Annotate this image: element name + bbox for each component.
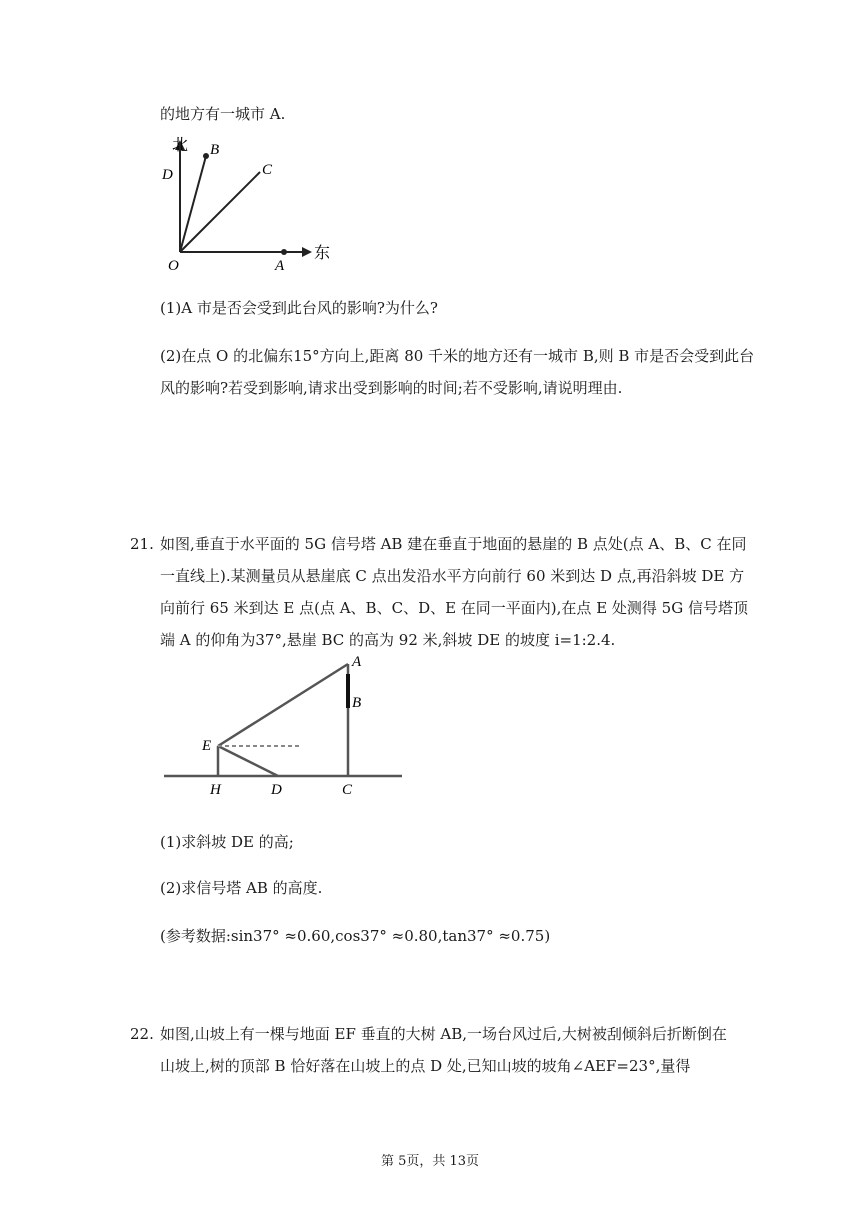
label-D: D [162,167,173,183]
q21-line3: 向前行 65 米到达 E 点(点 A、B、C、D、E 在同一平面内),在点 E 处测得 5G 信号塔顶 [160,599,748,617]
point-A [281,249,287,255]
point-B [203,153,209,159]
east-label: 东 [314,245,331,262]
compass-figure [158,128,338,278]
q22-line1: 如图,山坡上有一棵与地面 EF 垂直的大树 AB,一场台风过后,大树被刮倾斜后折断倒在 [160,1025,727,1043]
label-O: O [168,258,179,274]
q21-part1: (1)求斜坡 DE 的高; [160,833,294,851]
q20-part1: (1)A 市是否会受到此台风的影响?为什么? [160,299,438,317]
q22-number: 22. [130,1025,154,1043]
label-C: C [262,162,273,178]
q21-line4: 端 A 的仰角为37°,悬崖 BC 的高为 92 米,斜坡 DE 的坡度 i=1:2.4. [160,631,616,649]
q20-part2-line2: 风的影响?若受到影响,请求出受到影响的时间;若不受影响,请说明理由. [160,379,623,397]
label-B: B [352,695,362,711]
continued-text: 的地方有一城市 A. [160,105,286,123]
slope-ED [218,746,278,776]
q21-part2: (2)求信号塔 AB 的高度. [160,879,323,897]
q21-line2: 一直线上).某测量员从悬崖底 C 点出发沿水平方向前行 60 米到达 D 点,再沿斜坡 DE 方 [160,567,745,585]
page-footer: 第 5页，共 13页 [380,1154,480,1169]
label-A: A [275,258,285,274]
ray-OC [180,172,260,252]
q21-number: 21. [130,535,154,553]
east-arrowhead [302,247,312,257]
label-E: E [202,738,212,754]
label-A: A [352,654,362,670]
q21-line1: 如图,垂直于水平面的 5G 信号塔 AB 建在垂直于地面的悬崖的 B 点处(点 A、B、C 在同 [160,535,747,553]
label-C: C [342,782,353,797]
q21-reference: (参考数据:sin37° ≈0.60,cos37° ≈0.80,tan37° ≈0.75) [160,927,551,945]
q22-line2: 山坡上,树的顶部 B 恰好落在山坡上的点 D 处,已知山坡的坡角∠AEF=23°,量得 [160,1057,691,1075]
north-label: 北 [172,137,189,154]
q20-part2-line1: (2)在点 O 的北偏东15°方向上,距离 80 千米的地方还有一城市 B,则 B 市是否会受到此台 [160,347,755,365]
label-B: B [210,142,220,158]
label-H: H [210,782,221,797]
label-D: D [271,782,282,797]
sightline-EA [218,664,348,746]
tower-slope-figure [160,652,410,797]
